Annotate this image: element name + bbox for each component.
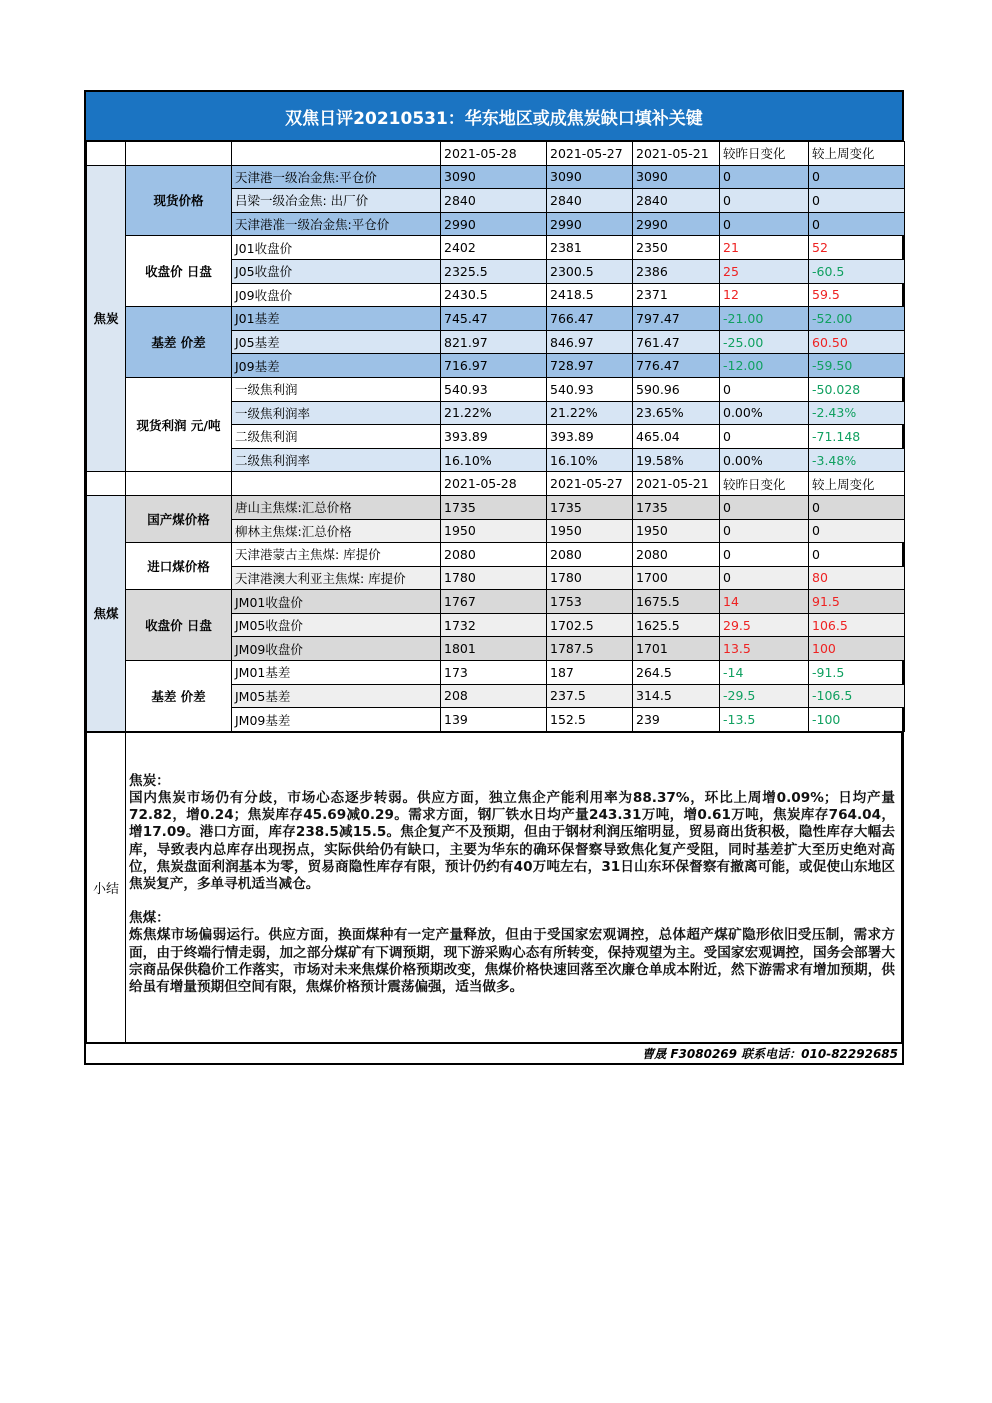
value-cell: 2402 <box>441 236 547 260</box>
group-label: 收盘价 日盘 <box>126 236 232 307</box>
table-row <box>87 236 905 260</box>
indicator-name: 二级焦利润率 <box>232 448 441 472</box>
value-cell: 21.22% <box>441 401 547 425</box>
daily-change-cell: 13.5 <box>720 637 809 661</box>
indicator-name: J01收盘价 <box>232 236 441 260</box>
weekly-change-cell: -50.028 <box>809 377 905 401</box>
value-cell: 187 <box>547 661 633 685</box>
indicator-name: 一级焦利润 <box>232 377 441 401</box>
value-cell: 590.96 <box>633 377 720 401</box>
daily-change-cell: 0 <box>720 212 809 236</box>
indicator-name: JM01基差 <box>232 661 441 685</box>
daily-change-cell: -12.00 <box>720 354 809 378</box>
column-header: 2021-05-28 <box>441 142 547 166</box>
header-blank-cell <box>126 472 232 496</box>
value-cell: 776.47 <box>633 354 720 378</box>
value-cell: 766.47 <box>547 307 633 331</box>
value-cell: 173 <box>441 661 547 685</box>
value-cell: 393.89 <box>441 425 547 449</box>
value-cell: 2990 <box>547 212 633 236</box>
value-cell: 2371 <box>633 283 720 307</box>
value-cell: 728.97 <box>547 354 633 378</box>
indicator-name: JM05基差 <box>232 684 441 708</box>
value-cell: 540.93 <box>547 377 633 401</box>
column-header: 较上周变化 <box>809 472 905 496</box>
value-cell: 2300.5 <box>547 259 633 283</box>
value-cell: 2990 <box>633 212 720 236</box>
weekly-change-cell: -100 <box>809 708 905 732</box>
daily-change-cell: 0 <box>720 425 809 449</box>
value-cell: 393.89 <box>547 425 633 449</box>
value-cell: 2386 <box>633 259 720 283</box>
summary-table <box>86 732 902 1043</box>
table-row <box>87 165 905 189</box>
value-cell: 1753 <box>547 590 633 614</box>
indicator-name: 天津港澳大利亚主焦煤: 库提价 <box>232 566 441 590</box>
report-title: 双焦日评20210531：华东地区或成焦炭缺口填补关键 <box>86 92 902 141</box>
indicator-name: J09基差 <box>232 354 441 378</box>
header-row <box>87 472 905 496</box>
coal-summary-title: 焦煤： <box>129 910 170 927</box>
indicator-name: JM09基差 <box>232 708 441 732</box>
group-label: 基差 价差 <box>126 661 232 732</box>
indicator-name: JM05收盘价 <box>232 613 441 637</box>
indicator-name: JM09收盘价 <box>232 637 441 661</box>
value-cell: 1780 <box>547 566 633 590</box>
column-header: 2021-05-27 <box>547 142 633 166</box>
table-row <box>87 543 905 567</box>
column-header: 2021-05-27 <box>547 472 633 496</box>
value-cell: 1950 <box>633 519 720 543</box>
indicator-name: 天津港一级冶金焦:平仓价 <box>232 165 441 189</box>
table-row <box>87 307 905 331</box>
group-label: 国产煤价格 <box>126 495 232 542</box>
daily-change-cell: 0 <box>720 377 809 401</box>
indicator-name: 唐山主焦煤:汇总价格 <box>232 495 441 519</box>
table-row <box>87 661 905 685</box>
value-cell: 2350 <box>633 236 720 260</box>
weekly-change-cell: 0 <box>809 543 905 567</box>
weekly-change-cell: -60.5 <box>809 259 905 283</box>
coke-summary-title: 焦炭： <box>129 772 170 789</box>
value-cell: 745.47 <box>441 307 547 331</box>
value-cell: 2381 <box>547 236 633 260</box>
daily-change-cell: 0 <box>720 543 809 567</box>
indicator-name: 柳林主焦煤:汇总价格 <box>232 519 441 543</box>
summary-label: 小结 <box>87 732 126 1042</box>
table-row <box>87 590 905 614</box>
value-cell: 3090 <box>441 165 547 189</box>
indicator-name: 吕梁一级冶金焦: 出厂价 <box>232 189 441 213</box>
indicator-name: J05收盘价 <box>232 259 441 283</box>
value-cell: 19.58% <box>633 448 720 472</box>
value-cell: 208 <box>441 684 547 708</box>
coal-summary-text: 炼焦煤市场偏弱运行。供应方面，换面煤种有一定产量释放，但由于受国家宏观调控，总体超产煤矿隐形依旧受压制，需求方面，由于终端行情走弱，加之部分煤矿有下调预期，现下游采购心态有所转变，保持观望为主。受国家宏观调控，国务会部署大宗商品保供稳价工作落实，市场对未来焦煤价格预期改变，焦煤价格快速回落至次廉仓单成本附近，然下游需求有增加预期，供给虽有增量预期但空间有限，焦煤价格预计震荡偏强，适当做多。 <box>129 927 895 996</box>
value-cell: 1702.5 <box>547 613 633 637</box>
daily-change-cell: -21.00 <box>720 307 809 331</box>
value-cell: 821.97 <box>441 330 547 354</box>
indicator-name: J09收盘价 <box>232 283 441 307</box>
price-table <box>86 141 905 732</box>
weekly-change-cell: -106.5 <box>809 684 905 708</box>
value-cell: 2080 <box>633 543 720 567</box>
header-row <box>87 142 905 166</box>
weekly-change-cell: 100 <box>809 637 905 661</box>
daily-change-cell: -14 <box>720 661 809 685</box>
footer-contact: 曹晟 F3080269 联系电话：010-82292685 <box>86 1043 902 1063</box>
value-cell: 1735 <box>441 495 547 519</box>
daily-change-cell: 21 <box>720 236 809 260</box>
value-cell: 1780 <box>441 566 547 590</box>
coke-summary-text: 国内焦炭市场仍有分歧，市场心态逐步转弱。供应方面，独立焦企产能利用率为88.37%，环比上周增0.09%；日均产量72.82，增0.24；焦炭库存45.69减0.29。需求方面，钢厂铁水日均产量243.31万吨，增0.61万吨，焦炭库存764.04，增17.09。港口方面，库存238.5减15.5。焦企复产不及预期，但由于钢材利润压缩明显，贸易商出货积极，隐性库存大幅去库，导致表内总库存出现拐点，实际供给仍有缺口，主要为华东的确环保督察导致焦化复产受阻，同时基差扩大至历史绝对高位，焦炭盘面利润基本为零，贸易商隐性库存有限，预计仍约有40万吨左右，31日山东环保督察有撤离可能，或促使山东地区焦炭复产，多单寻机适当减仓。 <box>129 790 895 893</box>
value-cell: 465.04 <box>633 425 720 449</box>
header-blank-cell <box>87 472 126 496</box>
value-cell: 2840 <box>547 189 633 213</box>
value-cell: 237.5 <box>547 684 633 708</box>
value-cell: 314.5 <box>633 684 720 708</box>
indicator-name: J05基差 <box>232 330 441 354</box>
value-cell: 761.47 <box>633 330 720 354</box>
column-header: 2021-05-28 <box>441 472 547 496</box>
coke-category-label: 焦炭 <box>87 165 126 472</box>
value-cell: 1735 <box>633 495 720 519</box>
indicator-name: 一级焦利润率 <box>232 401 441 425</box>
value-cell: 797.47 <box>633 307 720 331</box>
daily-change-cell: 14 <box>720 590 809 614</box>
indicator-name: 二级焦利润 <box>232 425 441 449</box>
daily-change-cell: 0.00% <box>720 401 809 425</box>
value-cell: 16.10% <box>547 448 633 472</box>
weekly-change-cell: -59.50 <box>809 354 905 378</box>
header-blank-cell <box>87 142 126 166</box>
header-blank-cell <box>126 142 232 166</box>
weekly-change-cell: 0 <box>809 212 905 236</box>
summary-body <box>126 732 902 1042</box>
indicator-name: 天津港准一级冶金焦:平仓价 <box>232 212 441 236</box>
value-cell: 21.22% <box>547 401 633 425</box>
coal-category-label: 焦煤 <box>87 495 126 731</box>
daily-change-cell: 0 <box>720 519 809 543</box>
daily-change-cell: 0 <box>720 566 809 590</box>
daily-change-cell: 29.5 <box>720 613 809 637</box>
group-label: 现货利润 元/吨 <box>126 377 232 471</box>
weekly-change-cell: -52.00 <box>809 307 905 331</box>
value-cell: 3090 <box>547 165 633 189</box>
value-cell: 1801 <box>441 637 547 661</box>
group-label: 进口煤价格 <box>126 543 232 590</box>
weekly-change-cell: 80 <box>809 566 905 590</box>
indicator-name: J01基差 <box>232 307 441 331</box>
value-cell: 2080 <box>441 543 547 567</box>
value-cell: 1787.5 <box>547 637 633 661</box>
value-cell: 1732 <box>441 613 547 637</box>
value-cell: 540.93 <box>441 377 547 401</box>
column-header: 较上周变化 <box>809 142 905 166</box>
indicator-name: JM01收盘价 <box>232 590 441 614</box>
value-cell: 1735 <box>547 495 633 519</box>
report-sheet <box>84 90 904 1065</box>
value-cell: 1701 <box>633 637 720 661</box>
value-cell: 23.65% <box>633 401 720 425</box>
weekly-change-cell: 0 <box>809 189 905 213</box>
value-cell: 2418.5 <box>547 283 633 307</box>
weekly-change-cell: 60.50 <box>809 330 905 354</box>
table-row <box>87 495 905 519</box>
group-label: 收盘价 日盘 <box>126 590 232 661</box>
weekly-change-cell: -2.43% <box>809 401 905 425</box>
value-cell: 1950 <box>547 519 633 543</box>
daily-change-cell: 25 <box>720 259 809 283</box>
daily-change-cell: 0 <box>720 189 809 213</box>
value-cell: 1700 <box>633 566 720 590</box>
daily-change-cell: -13.5 <box>720 708 809 732</box>
weekly-change-cell: 52 <box>809 236 905 260</box>
daily-change-cell: 0 <box>720 495 809 519</box>
daily-change-cell: 0 <box>720 165 809 189</box>
value-cell: 2990 <box>441 212 547 236</box>
value-cell: 152.5 <box>547 708 633 732</box>
weekly-change-cell: 0 <box>809 165 905 189</box>
value-cell: 239 <box>633 708 720 732</box>
daily-change-cell: 12 <box>720 283 809 307</box>
header-blank-cell <box>232 472 441 496</box>
value-cell: 264.5 <box>633 661 720 685</box>
group-label: 现货价格 <box>126 165 232 236</box>
weekly-change-cell: 0 <box>809 495 905 519</box>
weekly-change-cell: -3.48% <box>809 448 905 472</box>
value-cell: 3090 <box>633 165 720 189</box>
value-cell: 1625.5 <box>633 613 720 637</box>
value-cell: 139 <box>441 708 547 732</box>
daily-change-cell: 0.00% <box>720 448 809 472</box>
value-cell: 846.97 <box>547 330 633 354</box>
value-cell: 2840 <box>441 189 547 213</box>
table-row <box>87 377 905 401</box>
header-blank-cell <box>232 142 441 166</box>
daily-change-cell: -25.00 <box>720 330 809 354</box>
value-cell: 2430.5 <box>441 283 547 307</box>
column-header: 2021-05-21 <box>633 472 720 496</box>
weekly-change-cell: 91.5 <box>809 590 905 614</box>
value-cell: 2325.5 <box>441 259 547 283</box>
indicator-name: 天津港蒙古主焦煤: 库提价 <box>232 543 441 567</box>
weekly-change-cell: -91.5 <box>809 661 905 685</box>
weekly-change-cell: -71.148 <box>809 425 905 449</box>
daily-change-cell: -29.5 <box>720 684 809 708</box>
value-cell: 2840 <box>633 189 720 213</box>
column-header: 较昨日变化 <box>720 142 809 166</box>
group-label: 基差 价差 <box>126 307 232 378</box>
value-cell: 1675.5 <box>633 590 720 614</box>
column-header: 2021-05-21 <box>633 142 720 166</box>
value-cell: 2080 <box>547 543 633 567</box>
value-cell: 716.97 <box>441 354 547 378</box>
value-cell: 16.10% <box>441 448 547 472</box>
column-header: 较昨日变化 <box>720 472 809 496</box>
value-cell: 1950 <box>441 519 547 543</box>
weekly-change-cell: 59.5 <box>809 283 905 307</box>
weekly-change-cell: 0 <box>809 519 905 543</box>
weekly-change-cell: 106.5 <box>809 613 905 637</box>
value-cell: 1767 <box>441 590 547 614</box>
